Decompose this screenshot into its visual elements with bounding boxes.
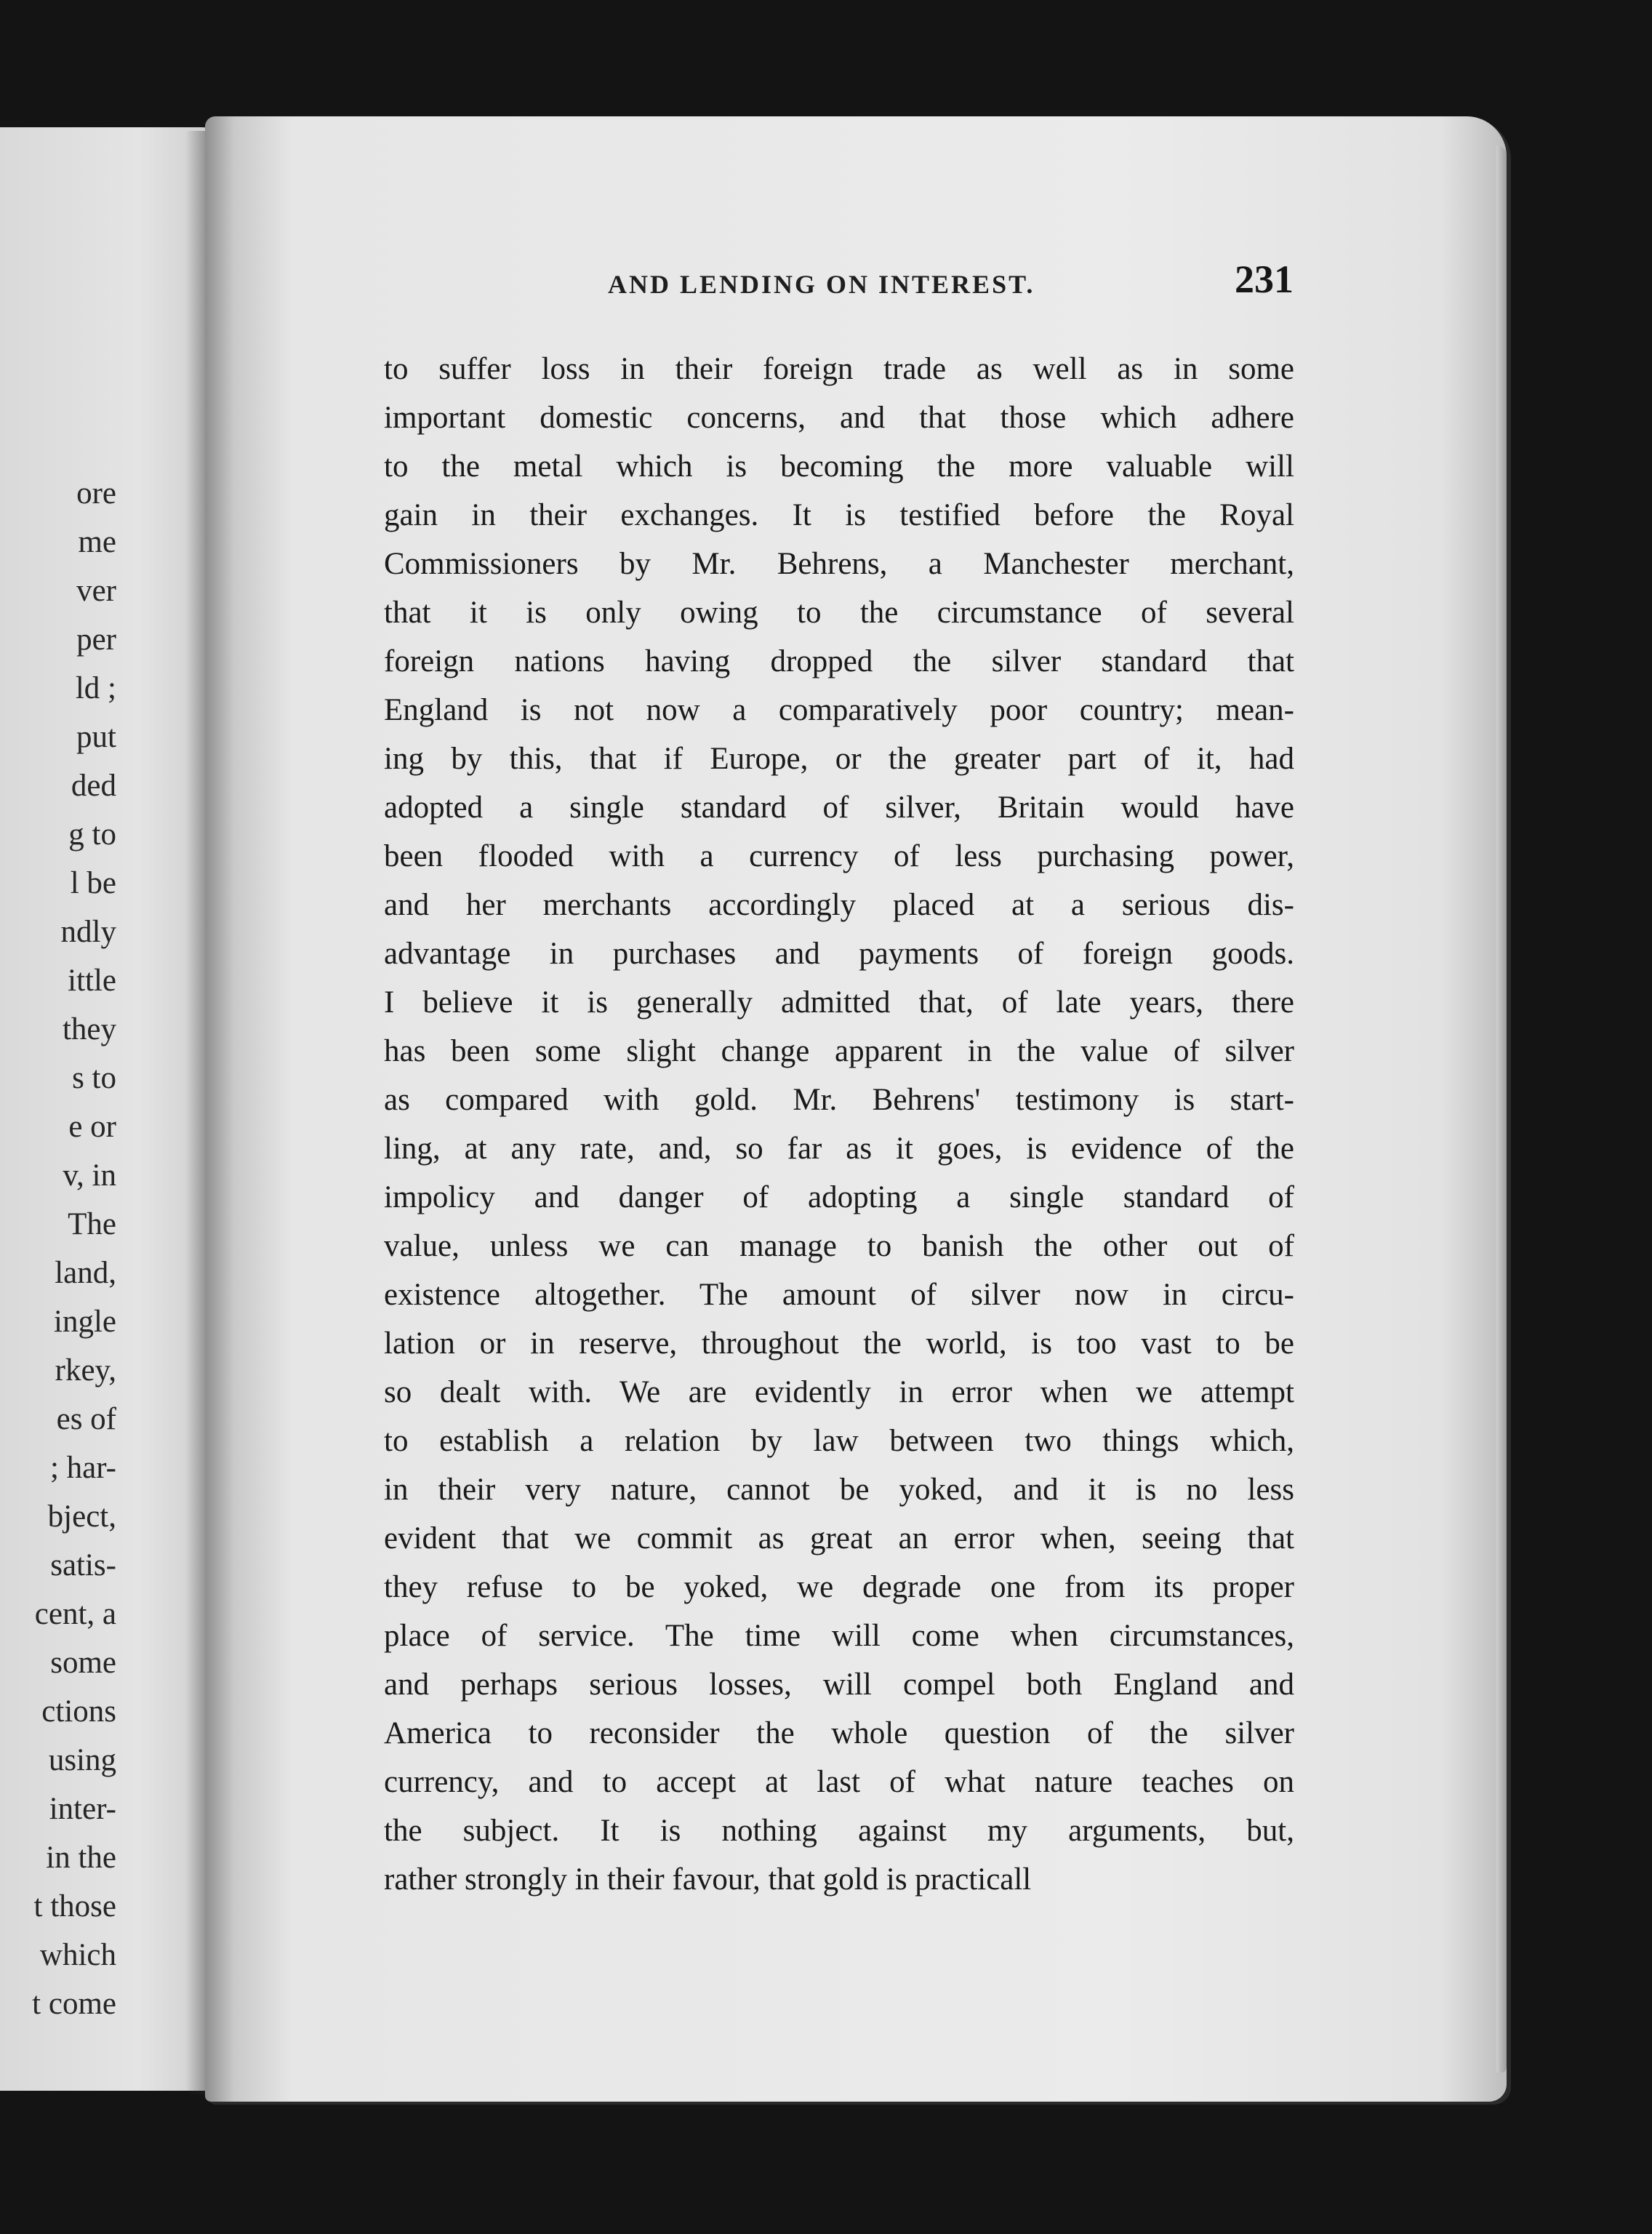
text-line: and perhaps serious losses, will compel both England and [384,1668,1294,1702]
left-text-line: v, in [63,1158,116,1193]
left-text-line: The [68,1207,116,1241]
left-text-line: l be [70,866,116,900]
text-line: to the metal which is becoming the more valuable will [384,449,1294,484]
left-text-line: s to [72,1061,116,1095]
text-line: America to reconsider the whole question of the silver [384,1716,1294,1750]
text-line: Commissioners by Mr. Behrens, a Manchester merchant, [384,547,1294,581]
left-text-line: they [62,1012,116,1046]
left-text-line: ingle [54,1305,116,1339]
text-line: advantage in purchases and payments of foreign goods. [384,937,1294,971]
text-line: value, unless we can manage to banish the other out of [384,1229,1294,1263]
text-line: so dealt with. We are evidently in error when we attempt [384,1375,1294,1409]
left-text-line: ndly [60,915,116,949]
text-line: been flooded with a currency of less purchasing power, [384,839,1294,873]
text-line: lation or in reserve, throughout the world, is too vast to be [384,1326,1294,1361]
text-line: impolicy and danger of adopting a single standard of [384,1180,1294,1214]
text-line: as compared with gold. Mr. Behrens' testimony is start- [384,1083,1294,1117]
left-text-line: ver [76,574,116,608]
text-line: adopted a single standard of silver, Britain would have [384,790,1294,825]
left-text-line: in the [46,1841,116,1875]
text-line: England is not now a comparatively poor country; mean- [384,693,1294,727]
left-text-line: using [48,1743,116,1777]
text-line: evident that we commit as great an error when, seeing that [384,1521,1294,1556]
left-text-line: put [76,720,116,754]
left-page-text [0,469,116,2028]
text-line: they refuse to be yoked, we degrade one from its proper [384,1570,1294,1604]
left-text-line: ; har- [49,1451,116,1485]
left-text-line: g to [68,817,116,852]
left-text-line: me [78,525,116,559]
page-number: 231 [1235,257,1294,301]
left-text-line: rkey, [55,1353,116,1388]
left-text-line: bject, [47,1500,116,1534]
text-line: ing by this, that if Europe, or the greater part of it, had [384,742,1294,776]
left-text-line: ittle [68,964,116,998]
left-text-line: t those [33,1889,116,1923]
text-line: the subject. It is nothing against my arguments, but, [384,1814,1294,1848]
text-line: gain in their exchanges. It is testified before the Royal [384,498,1294,532]
left-text-line: ld ; [75,671,116,705]
text-line: important domestic concerns, and that those which adhere [384,401,1294,435]
left-text-line: es of [56,1402,116,1436]
left-text-line: ore [76,476,116,511]
left-text-line: satis- [50,1548,116,1582]
text-line: ling, at any rate, and, so far as it goes, is evidence of the [384,1132,1294,1166]
text-line: I believe it is generally admitted that, of late years, there [384,985,1294,1020]
left-text-line: per [76,622,116,657]
left-text-line: which [39,1938,116,1972]
text-line: to suffer loss in their foreign trade as well as in some [384,352,1294,386]
left-text-line: inter- [49,1792,116,1826]
page-edge [1496,145,1507,2073]
text-line: existence altogether. The amount of silver now in circu- [384,1278,1294,1312]
running-head: AND LENDING ON INTEREST. [608,270,1035,299]
left-text-line: land, [55,1256,116,1290]
left-text-line: e or [68,1110,116,1144]
text-line: in their very nature, cannot be yoked, and it is no less [384,1473,1294,1507]
body-text [384,345,1294,1904]
text-line: foreign nations having dropped the silver standard that [384,644,1294,678]
left-text-line: t come [32,1987,116,2021]
text-line: place of service. The time will come when circumstances, [384,1619,1294,1653]
left-text-line: some [50,1646,116,1680]
text-line: rather strongly in their favour, that gold is practicall [384,1862,1032,1897]
left-text-line: cent, a [34,1597,116,1631]
text-line: and her merchants accordingly placed at a serious dis- [384,888,1294,922]
left-text-line: ded [71,769,116,803]
text-line: has been some slight change apparent in the value of silver [384,1034,1294,1068]
text-line: that it is only owing to the circumstance of several [384,596,1294,630]
left-text-line: ctions [41,1694,116,1729]
text-line: to establish a relation by law between two things which, [384,1424,1294,1458]
text-line: currency, and to accept at last of what nature teaches on [384,1765,1294,1799]
